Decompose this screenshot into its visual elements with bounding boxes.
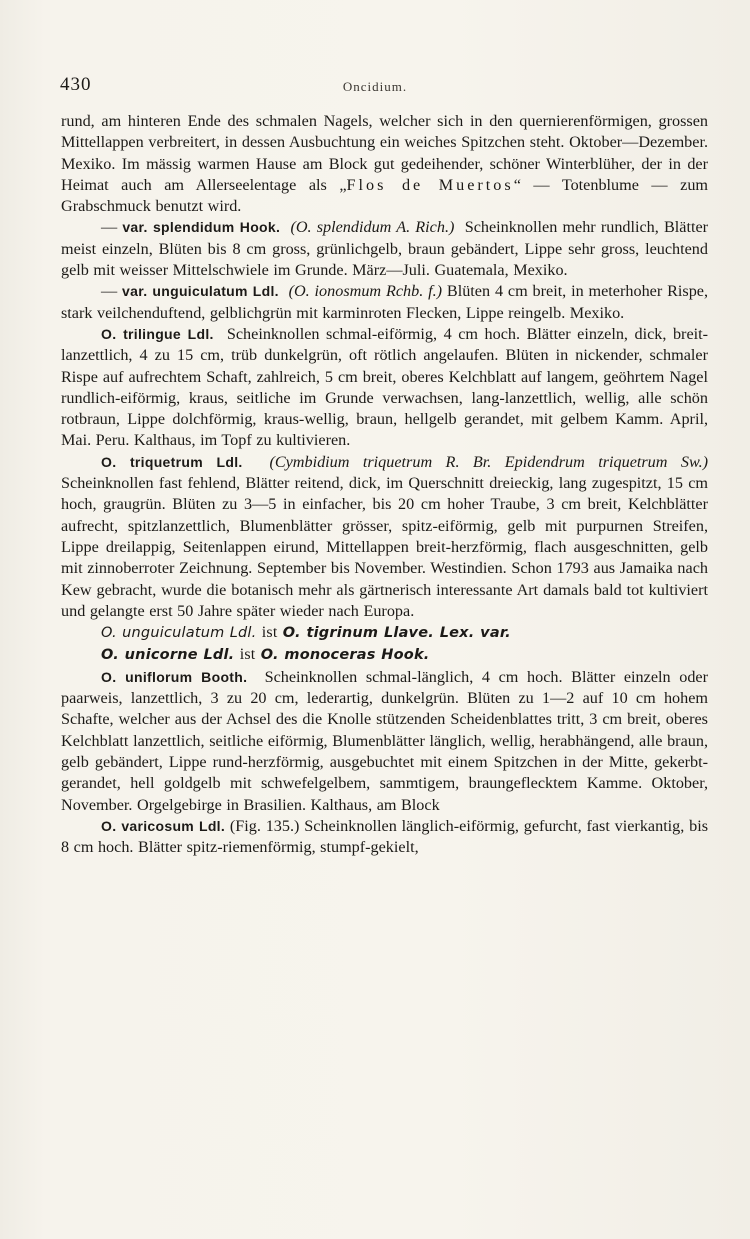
running-head: Oncidium. — [342, 79, 408, 94]
page-number: 430 — [60, 74, 92, 95]
entry-text: Scheinknollen schmal-eiförmig, 4 cm hoch. Blätter einzeln, dick, breit-lanzettlich, 4 zu 15 cm, trüb dunkelgrün, oft rötlich angelaufen. Blüten in nickender, schmaler Rispe auf aufrechtem Schaft, zahlreich, 5 cm breit, oberes Kelchblatt auf langem, geöhrtem Nagel rundlich-eiförmig, kraus, seitliche im Grunde verwachsen, lang-lanzettlich, wellig, alle schön rotbraun, Lippe dolchförmig, kraus-wellig, braun, hellgelb gerandet, mit gelbem Kamm. April, Mai. Peru. Kalthaus, im Topf zu kultivieren. — [61, 324, 709, 450]
entry-trilingue — [61, 324, 708, 452]
entry-name: var. unguiculatum Ldl. — [122, 283, 279, 300]
body-text — [61, 111, 708, 858]
entry-uniflorum — [61, 667, 708, 816]
entry-text: Blüten 4 cm breit, in meterhoher Rispe, stark veilchenduftend, gelblichgrün mit karminroten Flecken, Lippe reingelb. Mexiko. — [61, 282, 709, 322]
entry-name: O. varicosum Ldl. — [101, 817, 226, 834]
entry-var-splendidum: — var. splendidum Hook. (O. splendidum A. Rich.) Scheinknollen mehr rundlich, Blätter meist einzeln, Blüten bis 8 cm gross, grünlichgelb, braun gebändert, Lippe sehr gross, leuchtend gelb mit weisser Mittelschwiele im Grunde. März—Juli. Guatemala, Mexiko. — [61, 218, 709, 280]
entry-text: (Fig. 135.) Scheinknollen länglich-eiförmig, gefurcht, fast vierkantig, bis 8 cm hoch. Blätter spitz-riemenförmig, stumpf-gekielt, — [61, 816, 709, 857]
entry-name: O. trilingue Ldl. — [101, 325, 214, 342]
synonym: (O. ionosmum Rchb. f.) — [288, 282, 443, 301]
entry-name: var. splendidum Hook. — [122, 219, 281, 236]
entry-var-unguiculatum: — var. unguiculatum Ldl. (O. ionosmum Rchb. f.) Blüten 4 cm breit, in meterhoher Rispe, stark veilchenduftend, gelblichgrün mit karminroten Flecken, Lippe reingelb. Mexiko. — [61, 282, 709, 322]
entry-text: Scheinknollen mehr rundlich, Blätter meist einzeln, Blüten bis 8 cm gross, grünlichgelb, braun gebändert, Lippe sehr gross, leuchtend gelb mit weisser Mittelschwiele im Grunde. März—Juli. Guatemala, Mexiko. — [61, 218, 709, 280]
entry-name: O. triquetrum Ldl. — [101, 453, 243, 470]
entry-varicosum — [61, 816, 708, 859]
spaced-term: Flos de Muertos — [346, 175, 514, 194]
entry-triquetrum — [61, 452, 708, 622]
paragraph-continuation: rund, am hinteren Ende des schmalen Nagels, welcher sich in den quernierenförmigen, grossen Mittellappen verbreitert, in dessen Ausbuchtung ein weiches Spitzchen steht. Oktober—Dezember. Mexiko. Im mässig warmen Hause am Block gut gedeihender, schöner Winterblüher, der in der Heimat auch am Allerseelentage als „Flos de Muertos“ — Totenblume — zum Grabschmuck benutzt wird. — [61, 112, 709, 216]
cross-reference-unguiculatum: O. unguiculatum Ldl. ist O. tigrinum Llave. Lex. var. — [101, 624, 511, 642]
synonym: (Cymbidium triquetrum R. Br. Epidendrum triquetrum Sw.) — [269, 452, 709, 471]
entry-text: Scheinknollen schmal-länglich, 4 cm hoch. Blätter einzeln oder paarweis, lanzettlich, 3 zu 20 cm, lederartig, dunkelgrün. Blüten zu 1—2 auf 10 cm hohem Schafte, welcher aus der Achsel des die Knolle stützenden Scheidenblattes tritt, 3 cm breit, oberes Kelchblatt lanzettlich, seitliche eiförmig, Blumenblätter länglich, wellig, herabhängend, alle braun, gelb gebändert, Lippe rund-herzförmig, ausgebuchtet mit einem Spitzchen in der Mitte, gekerbt-gerandet, hell goldgelb mit schwefelgelbem, sammtigem, braungeflecktem Kamme. Oktober, November. Orgelgebirge in Brasilien. Kalthaus, am Block — [61, 667, 708, 814]
cross-reference-unicorne: O. unicorne Ldl. ist O. monoceras Hook. — [101, 646, 430, 664]
synonym: (O. splendidum A. Rich.) — [290, 218, 455, 237]
entry-text: Scheinknollen fast fehlend, Blätter reitend, dick, im Querschnitt dreieckig, lang zugespitzt, 15 cm hoch, graugrün. Blüten zu 3—5 in einfacher, bis 20 cm hoher Traube, 3 cm breit, Kelchblätter aufrecht, spitzlanzettlich, Blumenblätter grösser, spitz-eiförmig, gelb mit purpurnen Streifen, Lippe dreilappig, Seitenlappen eirund, Mittellappen breit-herzförmig, flach ausgeschnitten, gelb mit zinnoberroter Zeichnung. September bis November. Westindien. Schon 1793 aus Jamaika nach Kew gebracht, wurde die botanisch mehr als gärtnerisch interessante Art damals bald tot kultiviert und gelangte erst 50 Jahre später wieder nach Europa. — [61, 474, 708, 620]
entry-name: O. uniflorum Booth. — [101, 668, 248, 685]
